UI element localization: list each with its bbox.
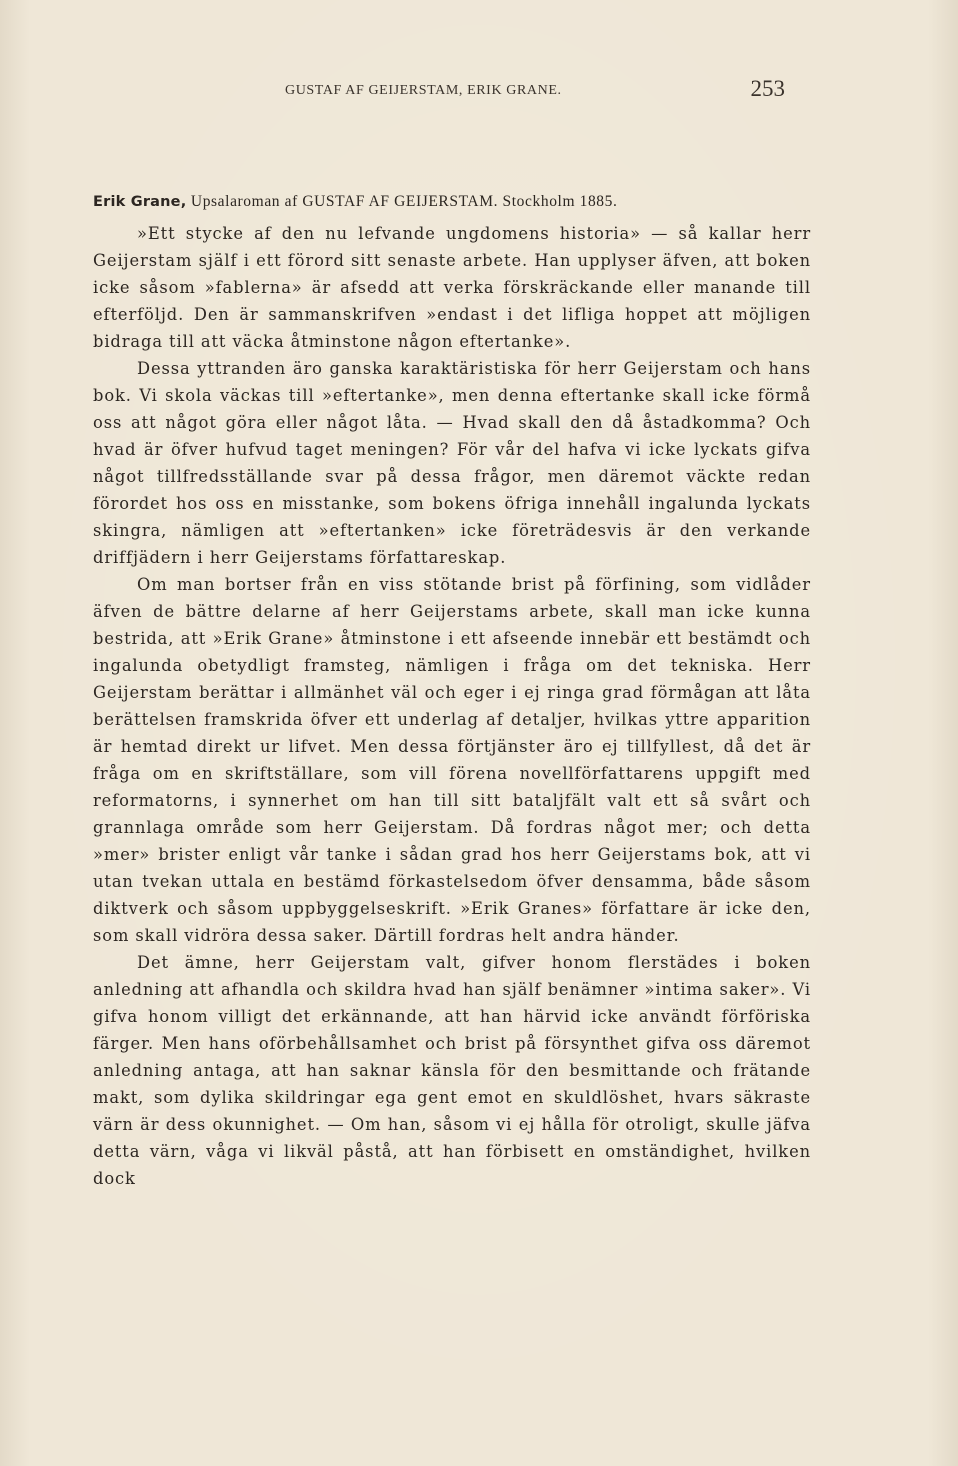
place-year: Stockholm 1885. [502, 193, 618, 210]
review-heading [93, 188, 811, 216]
running-title: GUSTAF AF GEIJERSTAM, ERIK GRANE. [285, 83, 562, 98]
book-title: Erik Grane, [93, 194, 187, 210]
review-body [93, 188, 811, 1192]
book-meta: Upsalaroman af GUSTAF AF GEIJERSTAM. [190, 193, 499, 210]
paragraph: Dessa yttranden äro ganska karaktäristiska för herr Geijerstam och hans bok. Vi skola väckas till »eftertanke», men denna eftertanke skall icke förmå oss att något göra eller något låta. — Hvad skall den då åstadkomma? Och hvad är öfver hufvud taget meningen? För vår del hafva vi icke lyckats gifva något tillfredsställande svar på dessa frågor, men däremot väckte redan förordet hos oss en misstanke, som bokens öfriga innehåll ingalunda lyckats skingra, nämligen att »eftertanken» icke företrädesvis är den verkande driffjädern i herr Geijerstams författareskap. [93, 359, 811, 567]
paragraph: »Ett stycke af den nu lefvande ungdomens historia» — så kallar herr Geijerstam själf i ett förord sitt senaste arbete. Han upplyser äfven, att boken icke såsom »fablerna» är afsedd att verka förskräckande eller manande till efterföljd. Den är sammanskrifven »endast i det lifliga hoppet att möjligen bidraga till att väcka åtminstone någon eftertanke». [93, 224, 811, 351]
paragraph: Om man bortser från en viss stötande brist på förfining, som vidlåder äfven de bättre delarne af herr Geijerstams arbete, skall man icke kunna bestrida, att »Erik Grane» åtminstone i ett afseende innebär ett bestämdt och ingalunda obetydligt framsteg, nämligen i fråga om det tekniska. Herr Geijerstam berättar i allmänhet väl och eger i ej ringa grad förmågan att låta berättelsen framskrida öfver ett underlag af detaljer, hvilkas yttre apparition är hemtad direkt ur lifvet. Men dessa förtjänster äro ej tillfyllest, då det är fråga om en skriftställare, som vill förena novellförfattarens uppgift med reformatorns, i synnerhet om han till sitt bataljfält valt ett så svårt och grannlaga område som herr Geijerstam. Då fordras något mer; och detta »mer» brister enligt vår tanke i sådan grad hos herr Geijerstams bok, att vi utan tvekan uttala en bestämd förkastelsedom öfver densamma, både såsom diktverk och såsom uppbyggelseskrift. »Erik Granes» författare är icke den, som skall vidröra dessa saker. Därtill fordras helt andra händer. [93, 575, 811, 945]
paragraph: Det ämne, herr Geijerstam valt, gifver honom flerstädes i boken anledning att afhandla och skildra hvad han själf benämner »intima saker». Vi gifva honom villigt det erkännande, att han härvid icke användt förföriska färger. Men hans oförbehållsamhet och brist på försynthet gifva oss däremot anledning antaga, att han saknar känsla för den besmittande och frätande makt, som dylika skildringar ega gent emot en skuldlöshet, hvars säkraste värn är dess okunnighet. — Om han, såsom vi ej hålla för otroligt, skulle jäfva detta värn, våga vi likväl påstå, att han förbisett en omständighet, hvilken dock [93, 953, 811, 1188]
page-number: 253 [750, 76, 785, 101]
running-head [95, 76, 785, 104]
